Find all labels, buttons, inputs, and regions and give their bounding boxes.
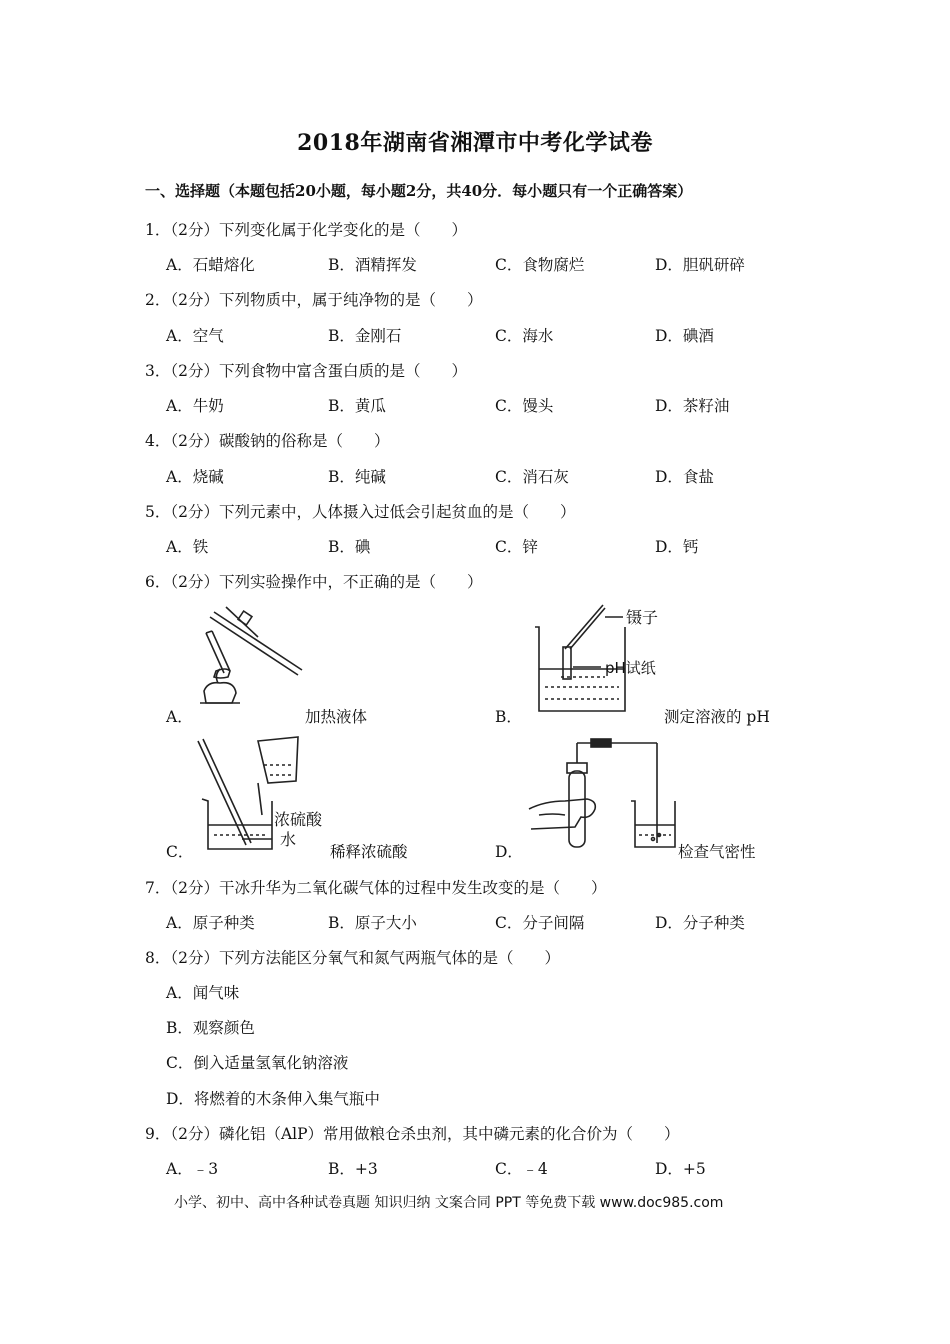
ph-paper-label: pH试纸 (605, 659, 656, 677)
q1-option-d: D．胆矾研碎 (655, 256, 745, 274)
q6-figure-a-caption: 加热液体 (305, 708, 368, 726)
q5-option-b: B．碘 (328, 538, 371, 556)
q7-option-c: C．分子间隔 (495, 914, 585, 932)
q9-option-c: C．﹣4 (495, 1160, 548, 1178)
q3-option-d: D．茶籽油 (655, 397, 730, 415)
q5-option-c: C．锌 (495, 538, 538, 556)
q5-option-a: A．铁 (166, 538, 209, 556)
q7-option-a: A．原子种类 (166, 914, 255, 932)
q4-option-a: A．烧碱 (166, 468, 224, 486)
q4-option-b: B．纯碱 (328, 468, 386, 486)
q8-option-d: D．将燃着的木条伸入集气瓶中 (166, 1090, 380, 1108)
question-4-stem: 4．（2分）碳酸钠的俗称是（ ） (145, 432, 390, 450)
q6-figure-a-letter: A． (166, 708, 193, 726)
water-label: 水 (280, 830, 297, 849)
q1-option-c: C．食物腐烂 (495, 256, 585, 274)
q2-option-d: D．碘酒 (655, 327, 714, 345)
q6-figure-b-letter: B． (495, 708, 522, 726)
q1-option-b: B．酒精挥发 (328, 256, 417, 274)
q6-figure-b-caption: 测定溶液的 pH (664, 708, 770, 726)
q8-option-a: A．闻气味 (166, 984, 240, 1002)
q6-figure-c-caption: 稀释浓硫酸 (330, 843, 408, 861)
question-2-stem: 2．（2分）下列物质中，属于纯净物的是（ ） (145, 291, 483, 309)
q4-option-c: C．消石灰 (495, 468, 569, 486)
airtightness-figure (525, 735, 680, 853)
q3-option-b: B．黄瓜 (328, 397, 386, 415)
q6-figure-d-caption: 检查气密性 (678, 843, 756, 861)
page-title: 2018年湖南省湘潭市中考化学试卷 (297, 130, 653, 156)
q7-option-d: D．分子种类 (655, 914, 745, 932)
question-5-stem: 5．（2分）下列元素中，人体摄入过低会引起贫血的是（ ） (145, 503, 576, 521)
q2-option-c: C．海水 (495, 327, 554, 345)
question-1-stem: 1．（2分）下列变化属于化学变化的是（ ） (145, 221, 467, 239)
q2-option-a: A．空气 (166, 327, 224, 345)
q9-option-b: B．+3 (328, 1160, 378, 1178)
dilute-acid-figure (196, 735, 336, 853)
q5-option-d: D．钙 (655, 538, 699, 556)
tweezers-label: 镊子 (626, 608, 659, 627)
section-heading: 一、选择题（本题包括20小题，每小题2分，共40分．每小题只有一个正确答案） (145, 182, 693, 200)
question-8-stem: 8．（2分）下列方法能区分氧气和氮气两瓶气体的是（ ） (145, 949, 560, 967)
q1-option-a: A．石蜡熔化 (166, 256, 255, 274)
ph-test-figure (525, 603, 665, 715)
q8-option-b: B．观察颜色 (166, 1019, 255, 1037)
q6-figure-d-letter: D． (495, 843, 523, 861)
q8-option-c: C．倒入适量氢氧化钠溶液 (166, 1054, 349, 1072)
question-9-stem: 9．（2分）磷化铝（AlP）常用做粮仓杀虫剂，其中磷元素的化合价为（ ） (145, 1125, 680, 1143)
q7-option-b: B．原子大小 (328, 914, 417, 932)
heating-liquid-figure (188, 603, 308, 715)
q3-option-c: C．馒头 (495, 397, 554, 415)
q2-option-b: B．金刚石 (328, 327, 402, 345)
concentrated-acid-label: 浓硫酸 (274, 810, 323, 829)
q9-option-d: D．+5 (655, 1160, 706, 1178)
footer-text: 小学、初中、高中各种试卷真题 知识归纳 文案合同 PPT 等免费下载 www.doc985.com (174, 1195, 724, 1211)
q4-option-d: D．食盐 (655, 468, 714, 486)
question-7-stem: 7．（2分）干冰升华为二氧化碳气体的过程中发生改变的是（ ） (145, 879, 607, 897)
question-3-stem: 3．（2分）下列食物中富含蛋白质的是（ ） (145, 362, 467, 380)
question-6-stem: 6．（2分）下列实验操作中，不正确的是（ ） (145, 573, 483, 591)
q3-option-a: A．牛奶 (166, 397, 224, 415)
q6-figure-c-letter: C． (166, 843, 194, 861)
q9-option-a: A．﹣3 (166, 1160, 219, 1178)
